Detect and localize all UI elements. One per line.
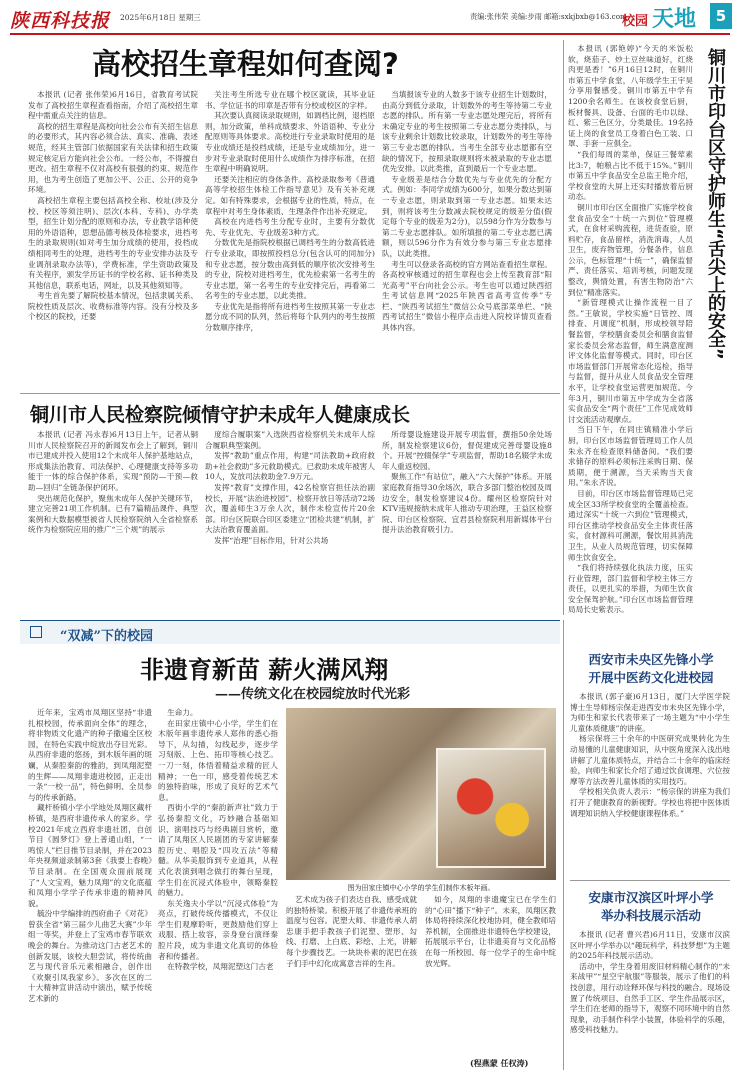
article6-title-line2: 举办科技展示活动 [600,908,701,923]
article6-title-line1: 安康市汉滨区叶坪小学 [588,890,714,905]
photo-caption: 图为田家庄镇中心小学的学生们制作木板年画。 [347,884,495,892]
section-name: 校园 [622,14,649,29]
divider [570,880,730,881]
article4-col2: 生命力。 在田家庄镇中心小学，学生们在木版年画非遗传承人郑伟的悉心指导下，从勾描，勾线起步，逐步学习刻版、上色、拓印等核心技艺。一刀一刻，体悟着精益求精的匠人精神；一色一印，感受着传统艺术的独特韵味，形成了良好的艺术气息。 西街小学的“秦韵新声社”致力于弘扬秦腔文化，巧妙融合基础知识、演唱技巧与经典剧目赏析，邀请了凤翔区人民剧团的专家讲解秦腔历史、唱腔及“四攻五法”等精髓。从华美服饰到专业道具，从程式化表演到唱念做打的舞台呈现，学生们在沉浸式体验中，领略秦腔的魅力。 东关逸夫小学以“沉浸式体验”为亮点，打破传统传播模式，不仅让学生们观摩聆听，更鼓励他们穿上戏服、搭上妆容，亲身登台演绎秦腔片段，成为非遗文化真切的体验者和传播者。 在特教学校，凤翔泥塑这门古老 [158,708,278,972]
checkbox-icon [30,626,42,638]
article1-title: 高校招生章程如何查阅? [92,47,399,81]
article5-title-line1: 西安市未央区先锋小学 [588,652,714,667]
editor-info: 责编:张伟荣 美编:步雨 邮箱:sxkjbxb@163.com [470,12,627,21]
article1-col3: 当填报该专业的人数多于该专业招生计划数时，由高分到低分录取，计划数外的考生等待第二专业志愿的排队。所有第一专业志愿处理完后，将所有未确定专业的考生按照第二专业志愿分类排队，与该专业剩余计划数比较录取，计划数外的考生等待第三专业志愿的排队。当考生全部专业志愿都有空缺的情况下，按照录取规则将未被录取的专业志愿优先安排。以此类推，直到最后一个专业志愿。 专业级差是结合分数优先与专业优先的分配方式。例如：李同学成绩为600分，如果分数达到第一专业志愿，则录取到第一专业志愿。如果未达到，则将该考生分数减去院校规定的级差分值(假定每个专业的级差为2分)，以598分作为分数参与第二专业志愿排队。如所填报的第二专业志愿已满额，则以596分作为有效分参与第三专业志愿排队，以此类推。 考生可以登录各高校的官方网站查看招生章程。各高校审核通过的招生章程也会上传至教育部“阳光高考”平台向社会公示。考生也可以通过陕西招生考试信息网“2025年陕西省高考宣传季”专栏、“陕西考试招生”微信公众号底部菜单栏、“陕西考试招生”微信小程序点击进入院校详情页查看具体内容。 [382,90,552,333]
section-big-name: 天地 [652,6,697,32]
article1-col2: 关注考生所选专业在哪个校区就读，其毕业证书、学位证书的印章是否带有分校或校区的字样。 其次要认真阅读录取规则，如调档比例，退档原则，加分政策，单科成绩要求、外语语种、专业分配原则等具体要求。高校进行专业录取时使用的是专业成绩还是投档成绩，还是专业成绩加分，进一步对专业录取时使用什么成绩作为排序标准，在招生章程中明确说明。 还要关注相应的身体条件。高校录取参考《普通高等学校招生体检工作指导意见》及有关补充规定。如有特殊要求，会根据专业的性质，特点，在章程中对考生身体素质、生理条件作出补充规定。 高校在内进档考生分配专业时，主要有分数优先、专业优先、专业级差3种方式。 分数优先是指院校根据已调档考生的分数高低进行专业录取，即按照投档总分(包含认可的同加分)和专业志愿，按分数由高到低的顺序依次安排考生的专业，院校对进档考生，优先检索第一名考生的专业志愿，第一名考生的专业安排完后，再看第二名考生的专业志愿，以此类推。 专业优先是指将所有进档考生按照其第一专业志愿分成不同的队列，然后将每个队列内的考生按照分数顺序排序， [205,90,375,333]
divider [563,40,564,615]
issue-date: 2025年6月18日 星期三 [120,13,201,22]
students-woodblock-photo [286,708,556,880]
header-rule [10,33,730,35]
article4-col1: 近年来，宝鸡市凤翔区坚持“非遗扎根校园，传承面向全体”的理念，将非物质文化遗产的种子撒遍全区校园，在特色实践中绽放出夺目光彩。从西府非遗的悠扬，到木版年画的斑斓，从秦腔秦韵的雅韵，到凤翔泥塑的生辉——凤翔非遗进校园，正走出一条“一校一品”，特色鲜明、全员参与的传承新路。 藏杆桥镇小学小学地处凤翔区藏杆桥镇，是西府非遗传承人的家乡。学校2021年成立西府非遗社团，自创节目《圆梦灯》登上普通山组，“一鸣惊人”栏目推节目录制，并在2023年央视频道录制第3套《我要上春晚》节目录制。在全国观众面前展现了“人文宝鸡，魅力凤翔”的文化底蕴和凤翔小学学子传承非遗的精神风貌。 毓汾中学编排的西府曲子《对花》曾获全省“第三届少儿曲艺大赛”少年组一等奖，并登上了宝鸡市春节联欢晚会的舞台。为推动这门古老艺术的创新发展，该校大胆尝试，将传统曲艺与现代音乐元素相融合，创作出《欢聚引凤我家乡》。多次在区的二十大精神宣讲活动中演出，赋予传统艺术新的 [28,708,152,1004]
article2-col1: 本报讯 (记者 冯永春)6月13日上午，记者从铜川市人民检察院召开的新闻发布会上了解到，铜川市已建成并投入使用12个未成年人保护基地站点，形成集法治教育、司法保护、心理健康支持等多功能于一体的综合保护体系，实现“预防—干预—救助—回归”全链条保护闭环。 突出规范化保护，聚焦未成年人保护关键环节，建立完善21项工作机制。已有7篇精品课件、典型案例和大数据模型被省人民检察院纳入全省检察系统作为检察院应用的推广“三个规”的展示 [28,430,198,535]
page-number: 5 [710,3,732,29]
newspaper-name: 陕西科技报 [10,10,111,32]
article4-title: 非遗育新苗 薪火满风翔 [140,655,389,684]
article4-byline: (程燕蒙 任权涛) [470,1058,529,1068]
divider [563,620,564,1070]
article2-title: 铜川市人民检察院倾情守护未成年人健康成长 [30,404,411,426]
divider [20,393,560,394]
article3-body: 本报讯 (郭艳婷)“今天的米饭松软，烧茄子、炒土豆丝味道好，红烧肉更是香！”6月16日12时，在铜川市第五中学食堂，八年级学生王宇昊分享用餐感受。铜川市第五中学有1200余名师生。在该校食堂后厨，板材餐具、设备、台面的毛巾以绿、红、紫三色区分，分类最佳。19名持证上岗的食堂员工身着白色工装、口罩、手套一应俱全。 “我们每周的菜单，保证三餐荤素比3:7，帕粮占比不低于15%。”铜川市第五中学食品安全总监王艳介绍，学校食堂的大屏上还实时播放着后厨动态。 铜川市印台区全面推广实施学校食堂食品安全“十统一六到位”管理模式，在食材采购流程，进货查验，原料贮存，食品留样，消洗消毒，人员卫生，废弃物管理，分餐条件，信息公示，色标管理“十统一”，确保监督严、责任落实、培训考核，问题发现整改，舆情处置，有害生物防治“六到位”精准落实。 “新管理模式让操作流程一目了然。”王敏说，学校实施“日管控、周排查、月调度”机制，形成校领导陪餐监督，学校膳食委员会和膳食监督家长委员会常态监督，师生满意度测评文体化监督等模式。同时，印台区市场监督部门开展常态化巡检，指导与监督，提升从业人员食品安全管理水平，让学校食堂运营更加规范。今年3月，铜川市第五中学成为全省落实食品安全“两个责任”工作见成效师讨交流活动观摩点。 当日下午，在同庄镇精准小学后厨，印台区市场监督管理局工作人员朱永齐在检查原料储备间。“我们要求储存的原料必须标注采购日期、保质期，便于溯源，当天采购当天食用。”朱永齐说。 目前，印台区市场监督管理局已完成全区33所学校食堂的全覆盖检查。通过深实“十统一六到位”管理模式，印台区推动学校食品安全主体责任落实，食材源科可溯源，餐饮用具消洗卫生，从业人员规范管理，切实保障师生饮食安全。 “我们将持续强化执法力度，压实行业管理，部门监督和学校主体三方责任，以更扎实的举措，为师生饮食安全保驾护航。”印台区市场监督管理局局长史紫表示。 [568,44,693,614]
column-tag: “双减”下的校园 [60,629,153,644]
article2-col2: 度综合履职案”入选陕西省检察机关未成年人综合履职典型案例。 发挥“教助”重点作用，构建“司法教助+政府救助+社会救助”多元救助模式。已救助未成年被害人10人，发放司法救助金7.9万元。 发挥“教育”支撑作用，42名检察官担任法治副校长，开展“法治进校园”、检察开放日等活动72场次，覆盖师生3万余人次，制作未检宣传片20余部。印台区院联合印区委建立“团检共建”机制，扩大法治教育覆盖面。 发挥“治理”目标作用，针对公共场 [205,430,375,545]
article5-body: 本报讯 (郭子豪)6月13日，厦门大学医学院博士生导师杨宗保走进西安市未央区先锋小学，为师生和家长代表带来了一场主题为“中小学生儿童体质健康”的讲座。 杨宗保将三十余年的中医研究成果转化为生动易懂的儿童健康知识，从中医角度深入浅出地讲解了儿童体质特点，并结合二十余年的临床经验，向师生和家长介绍了通过饮食调理、穴位按摩等方法改善儿童体质的实用技巧。 学校相关负责人表示：“杨宗保的讲座为我们打开了健康教育的新视野。学校也将把中医体质调理知识纳入学校健康课程体系。” [570,692,730,818]
article4-subtitle: ——传统文化在校园绽放时代光彩 [215,687,411,702]
article1-col1: 本报讯 (记者 张伟荣)6月16日，省教育考试院发布了高校招生章程查看指南，介绍了高校招生章程中需重点关注的信息。 高校的招生章程是高校向社会公布有关招生信息的必要形式，其内容必须合法、真实、准确、表述规范，经其主管部门依据国家有关法律和招生政策规定核定后方能向社会公布。一经公布，不得擅自更改。招生章程不仅对高校有很强的约束、规范作用，也为考生创造了更加公平、公正、公开的竞争环境。 高校招生章程主要包括高校全称、校址(涉及分校、校区等须注明)、层次(本科、专科)、办学类型，招生计划分配的原则和办法，专业教学语种使用的外语语种，思想品德考核及体检要求，进档考生的录取规则(如对考生加分成绩的使用，投档成绩相同考生的处理，进档考生的专业安排办法及专业调剂录取办法等)，学费标准，学生资助政策及有关程序，颁发学历证书的学校名称、证书种类及其他信息，联系电话，网址，以及其他须知等。 考生首先要了解院校基本情况，包括隶属关系、院校性质及层次、收费标准等内容。没有分校及多个校区的院校，还要 [28,90,198,322]
article2-col3: 所母婴设施建设开展专项监督，撰指50余处场所，制发检察建议6份，督促建成完善母婴设施8个。开展“控辍保学”专项监督，帮助18名辍学未成年人重返校园。 聚焦工作“有站位”，融入“六大保护”体系。开展家庭教育指导30余场次，联合多部门整治校园及周边安全，制发检察建议4份。耀州区检察院针对KTV违规接纳未成年人推动专项治理，王益区检察院、印台区检察院、宜君县检察院利用新媒体平台提升法治教育吸引力。 [382,430,552,535]
article3-vertical-title: 铜川市印台区守护师生“舌尖上的安全” [705,48,726,360]
article4-col3: 艺术成为孩子们表达自我、感受成就的独特桥梁。积极开展了非遗传承班的温度与包容。泥塑大师、非遗传承人胡忠康手把手教孩子们泥塑、塑形、勾线、打磨、上白底、彩绘、上光，讲解每个步骤技艺。一块块朴素的泥巴在孩子们手中幻化成寓意吉祥的生肖。 如今，凤翔的非遗魔宝已在学生们的“心田”播下“种子”。未来，凤翔区教体局将持续深化校地协同，健全教师培养机制，全面推进非遗特色学校建设，拓展展示平台，让非遗美育与文化品格在每一所校园、每一位学子的生命中绽放光辉。 [286,895,556,968]
woodblock-print-image [436,748,546,868]
article5-title-line2: 开展中医药文化进校园 [588,670,714,685]
article6-body: 本报讯 (记者 曹兴君)6月11日，安康市汉滨区叶坪小学举办以“趣玩科学，科技梦想”为主题的2025年科技展示活动。 活动中，学生身着用废旧材料精心制作的“未来战甲”“星空宇航服”等服装，展示了他们的科技创意，用行动诠释环保与科技的融合。现场设置了传统项目、自然手工区、学生作品展示区，学生们在老师的指导下，观察不同环境中的自然现象，动手制作科学小装置，体验科学的乐趣，感受科技魅力。 [570,930,730,1035]
